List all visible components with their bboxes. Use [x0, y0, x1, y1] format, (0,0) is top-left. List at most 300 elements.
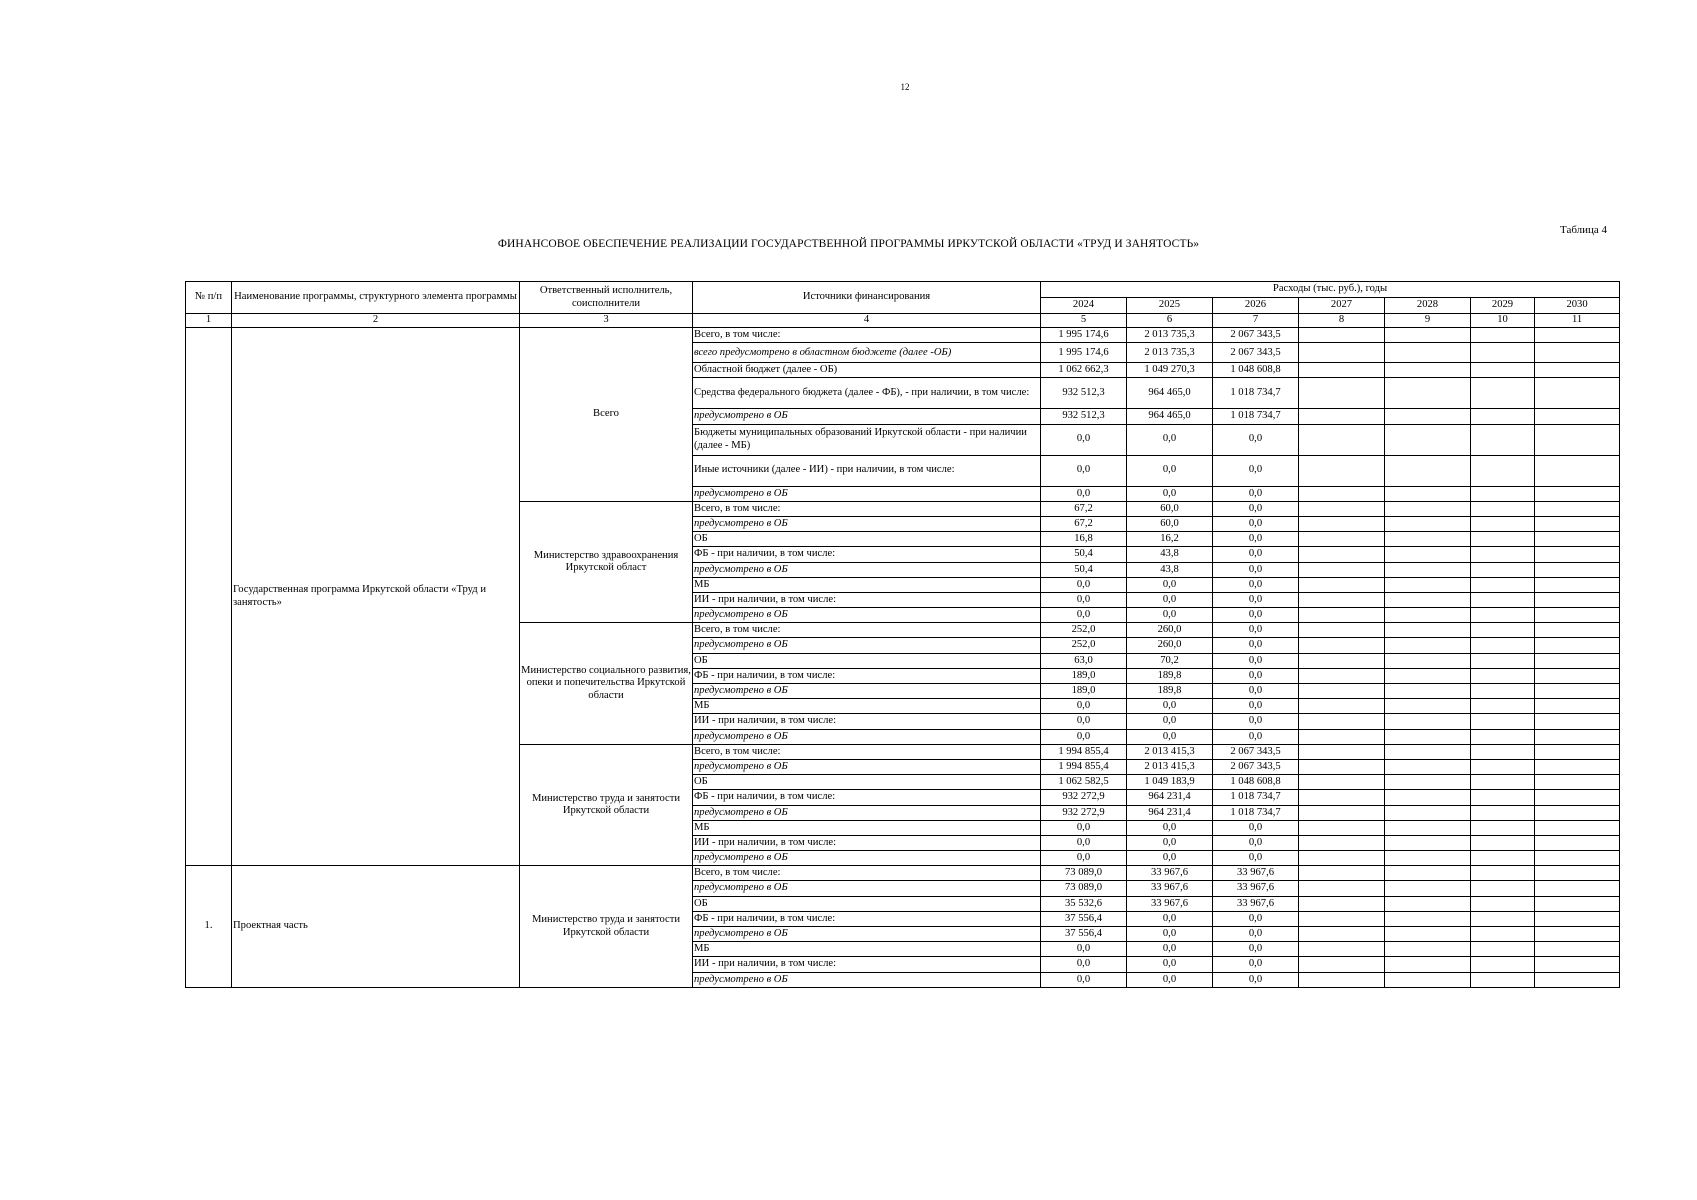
amount-cell [1385, 911, 1471, 926]
funding-source: всего предусмотрено в областном бюджете (далее -ОБ) [693, 343, 1041, 363]
amount-cell [1535, 714, 1620, 729]
amount-cell [1385, 805, 1471, 820]
amount-cell: 63,0 [1041, 653, 1127, 668]
amount-cell: 0,0 [1127, 608, 1213, 623]
column-number: 1 [186, 314, 232, 328]
amount-cell: 0,0 [1213, 638, 1299, 653]
amount-cell: 37 556,4 [1041, 911, 1127, 926]
amount-cell: 2 013 735,3 [1127, 343, 1213, 363]
amount-cell [1471, 957, 1535, 972]
amount-cell: 2 067 343,5 [1213, 328, 1299, 343]
amount-cell [1471, 455, 1535, 486]
header-year: 2027 [1299, 298, 1385, 314]
amount-cell [1535, 911, 1620, 926]
amount-cell [1385, 820, 1471, 835]
amount-cell [1385, 972, 1471, 987]
amount-cell [1535, 424, 1620, 455]
amount-cell [1471, 759, 1535, 774]
amount-cell: 0,0 [1127, 699, 1213, 714]
amount-cell [1535, 638, 1620, 653]
amount-cell: 2 013 735,3 [1127, 328, 1213, 343]
amount-cell: 43,8 [1127, 562, 1213, 577]
amount-cell: 0,0 [1213, 911, 1299, 926]
amount-cell: 0,0 [1213, 577, 1299, 592]
amount-cell: 0,0 [1041, 972, 1127, 987]
amount-cell: 43,8 [1127, 547, 1213, 562]
amount-cell [1535, 684, 1620, 699]
amount-cell: 932 512,3 [1041, 378, 1127, 409]
funding-source: предусмотрено в ОБ [693, 684, 1041, 699]
amount-cell [1299, 501, 1385, 516]
amount-cell [1535, 547, 1620, 562]
amount-cell [1471, 911, 1535, 926]
amount-cell [1299, 328, 1385, 343]
amount-cell [1385, 942, 1471, 957]
amount-cell: 2 013 415,3 [1127, 744, 1213, 759]
executor-name: Министерство здравоохранения Иркутской област [520, 501, 693, 623]
amount-cell: 2 067 343,5 [1213, 343, 1299, 363]
amount-cell: 0,0 [1041, 486, 1127, 501]
amount-cell: 1 018 734,7 [1213, 790, 1299, 805]
amount-cell: 0,0 [1041, 820, 1127, 835]
amount-cell: 1 018 734,7 [1213, 409, 1299, 424]
amount-cell: 0,0 [1127, 486, 1213, 501]
amount-cell [1299, 486, 1385, 501]
amount-cell [1299, 638, 1385, 653]
amount-cell [1299, 547, 1385, 562]
header-year: 2025 [1127, 298, 1213, 314]
amount-cell [1385, 775, 1471, 790]
amount-cell [1385, 363, 1471, 378]
amount-cell: 964 465,0 [1127, 409, 1213, 424]
amount-cell [1471, 378, 1535, 409]
amount-cell: 0,0 [1213, 684, 1299, 699]
amount-cell [1299, 424, 1385, 455]
funding-source: Всего, в том числе: [693, 501, 1041, 516]
amount-cell: 0,0 [1213, 957, 1299, 972]
amount-cell: 0,0 [1041, 699, 1127, 714]
funding-source: ОБ [693, 653, 1041, 668]
funding-source: предусмотрено в ОБ [693, 972, 1041, 987]
amount-cell [1535, 668, 1620, 683]
funding-source: предусмотрено в ОБ [693, 927, 1041, 942]
amount-cell: 0,0 [1213, 714, 1299, 729]
amount-cell [1471, 942, 1535, 957]
amount-cell: 1 049 270,3 [1127, 363, 1213, 378]
amount-cell [1385, 409, 1471, 424]
amount-cell: 0,0 [1213, 532, 1299, 547]
amount-cell [1385, 343, 1471, 363]
funding-source: Иные источники (далее - ИИ) - при наличии, в том числе: [693, 455, 1041, 486]
amount-cell [1471, 608, 1535, 623]
amount-cell [1299, 684, 1385, 699]
funding-source: ФБ - при наличии, в том числе: [693, 668, 1041, 683]
amount-cell: 964 465,0 [1127, 378, 1213, 409]
amount-cell: 1 995 174,6 [1041, 343, 1127, 363]
amount-cell [1471, 343, 1535, 363]
amount-cell: 67,2 [1041, 516, 1127, 531]
amount-cell [1471, 835, 1535, 850]
funding-source: Всего, в том числе: [693, 866, 1041, 881]
amount-cell: 0,0 [1041, 835, 1127, 850]
funding-source: предусмотрено в ОБ [693, 562, 1041, 577]
amount-cell [1471, 927, 1535, 942]
amount-cell [1471, 547, 1535, 562]
amount-cell: 0,0 [1041, 729, 1127, 744]
amount-cell [1471, 501, 1535, 516]
funding-source: предусмотрено в ОБ [693, 638, 1041, 653]
amount-cell [1299, 592, 1385, 607]
amount-cell [1471, 896, 1535, 911]
amount-cell [1471, 653, 1535, 668]
amount-cell [1535, 378, 1620, 409]
amount-cell: 67,2 [1041, 501, 1127, 516]
funding-source: предусмотрено в ОБ [693, 759, 1041, 774]
column-number: 2 [232, 314, 520, 328]
amount-cell: 1 062 662,3 [1041, 363, 1127, 378]
document-title: ФИНАНСОВОЕ ОБЕСПЕЧЕНИЕ РЕАЛИЗАЦИИ ГОСУДАРСТВЕННОЙ ПРОГРАММЫ ИРКУТСКОЙ ОБЛАСТИ «ТРУД И ЗАНЯТОСТЬ» [497, 238, 1200, 250]
header-year: 2030 [1535, 298, 1620, 314]
table-row [186, 866, 1620, 881]
column-number: 7 [1213, 314, 1299, 328]
amount-cell [1385, 653, 1471, 668]
amount-cell [1535, 927, 1620, 942]
amount-cell: 0,0 [1213, 927, 1299, 942]
amount-cell [1535, 957, 1620, 972]
funding-source: МБ [693, 699, 1041, 714]
amount-cell [1535, 896, 1620, 911]
program-name: Проектная часть [232, 866, 520, 988]
amount-cell [1385, 759, 1471, 774]
amount-cell: 0,0 [1041, 714, 1127, 729]
amount-cell: 50,4 [1041, 562, 1127, 577]
amount-cell [1535, 699, 1620, 714]
amount-cell: 33 967,6 [1127, 881, 1213, 896]
amount-cell: 0,0 [1213, 835, 1299, 850]
amount-cell: 33 967,6 [1127, 866, 1213, 881]
header-year: 2026 [1213, 298, 1299, 314]
amount-cell: 0,0 [1127, 942, 1213, 957]
amount-cell [1471, 328, 1535, 343]
amount-cell [1535, 486, 1620, 501]
amount-cell [1299, 851, 1385, 866]
amount-cell: 0,0 [1127, 972, 1213, 987]
amount-cell [1385, 378, 1471, 409]
funding-source: ОБ [693, 532, 1041, 547]
amount-cell: 260,0 [1127, 623, 1213, 638]
amount-cell [1299, 343, 1385, 363]
amount-cell: 0,0 [1213, 562, 1299, 577]
amount-cell: 0,0 [1127, 729, 1213, 744]
amount-cell: 70,2 [1127, 653, 1213, 668]
amount-cell: 73 089,0 [1041, 881, 1127, 896]
amount-cell: 1 995 174,6 [1041, 328, 1127, 343]
amount-cell [1535, 775, 1620, 790]
amount-cell: 964 231,4 [1127, 805, 1213, 820]
funding-source: предусмотрено в ОБ [693, 805, 1041, 820]
amount-cell [1385, 455, 1471, 486]
amount-cell [1471, 638, 1535, 653]
amount-cell: 1 018 734,7 [1213, 805, 1299, 820]
column-number: 8 [1299, 314, 1385, 328]
funding-source: Всего, в том числе: [693, 623, 1041, 638]
amount-cell [1471, 363, 1535, 378]
amount-cell [1535, 532, 1620, 547]
amount-cell [1385, 684, 1471, 699]
amount-cell [1299, 608, 1385, 623]
funding-source: Всего, в том числе: [693, 744, 1041, 759]
amount-cell [1471, 820, 1535, 835]
amount-cell [1471, 729, 1535, 744]
amount-cell [1299, 881, 1385, 896]
amount-cell: 0,0 [1127, 714, 1213, 729]
amount-cell [1385, 486, 1471, 501]
amount-cell [1385, 866, 1471, 881]
funding-source: ФБ - при наличии, в том числе: [693, 790, 1041, 805]
amount-cell [1385, 744, 1471, 759]
executor-name: Министерство труда и занятости Иркутской области [520, 744, 693, 866]
amount-cell [1299, 927, 1385, 942]
amount-cell: 33 967,6 [1213, 866, 1299, 881]
amount-cell: 0,0 [1041, 608, 1127, 623]
amount-cell: 0,0 [1213, 608, 1299, 623]
amount-cell [1471, 577, 1535, 592]
amount-cell: 932 512,3 [1041, 409, 1127, 424]
amount-cell [1299, 866, 1385, 881]
amount-cell [1471, 851, 1535, 866]
amount-cell [1385, 638, 1471, 653]
amount-cell: 260,0 [1127, 638, 1213, 653]
column-number: 11 [1535, 314, 1620, 328]
amount-cell: 0,0 [1041, 957, 1127, 972]
amount-cell [1385, 592, 1471, 607]
funding-source: ИИ - при наличии, в том числе: [693, 714, 1041, 729]
amount-cell: 50,4 [1041, 547, 1127, 562]
amount-cell [1471, 972, 1535, 987]
amount-cell [1535, 409, 1620, 424]
amount-cell: 189,0 [1041, 684, 1127, 699]
amount-cell: 0,0 [1213, 623, 1299, 638]
amount-cell [1535, 972, 1620, 987]
amount-cell [1299, 942, 1385, 957]
amount-cell: 2 067 343,5 [1213, 744, 1299, 759]
amount-cell: 0,0 [1213, 516, 1299, 531]
amount-cell: 1 048 608,8 [1213, 363, 1299, 378]
amount-cell: 189,0 [1041, 668, 1127, 683]
amount-cell [1299, 820, 1385, 835]
amount-cell [1535, 455, 1620, 486]
table-body [186, 328, 1620, 988]
amount-cell: 0,0 [1127, 835, 1213, 850]
executor-name: Всего [520, 328, 693, 502]
funding-source: предусмотрено в ОБ [693, 729, 1041, 744]
amount-cell [1385, 668, 1471, 683]
amount-cell [1299, 835, 1385, 850]
amount-cell: 0,0 [1041, 424, 1127, 455]
amount-cell [1299, 896, 1385, 911]
funding-source: предусмотрено в ОБ [693, 881, 1041, 896]
amount-cell [1471, 486, 1535, 501]
header-sources: Источники финансирования [693, 282, 1041, 314]
amount-cell [1299, 532, 1385, 547]
amount-cell [1471, 516, 1535, 531]
amount-cell: 0,0 [1127, 577, 1213, 592]
amount-cell: 0,0 [1127, 820, 1213, 835]
amount-cell: 0,0 [1127, 592, 1213, 607]
amount-cell [1535, 729, 1620, 744]
amount-cell [1535, 759, 1620, 774]
header-program-name: Наименование программы, структурного элемента программы [232, 282, 520, 314]
amount-cell [1535, 805, 1620, 820]
column-number: 10 [1471, 314, 1535, 328]
header-year: 2029 [1471, 298, 1535, 314]
amount-cell: 932 272,9 [1041, 805, 1127, 820]
amount-cell [1471, 714, 1535, 729]
amount-cell: 0,0 [1213, 972, 1299, 987]
amount-cell [1299, 378, 1385, 409]
amount-cell [1535, 363, 1620, 378]
amount-cell [1299, 409, 1385, 424]
amount-cell [1385, 328, 1471, 343]
amount-cell [1535, 577, 1620, 592]
funding-source: МБ [693, 942, 1041, 957]
amount-cell [1299, 911, 1385, 926]
funding-source: ФБ - при наличии, в том числе: [693, 911, 1041, 926]
funding-source: предусмотрено в ОБ [693, 516, 1041, 531]
amount-cell [1299, 972, 1385, 987]
amount-cell [1299, 562, 1385, 577]
executor-name: Министерство труда и занятости Иркутской области [520, 866, 693, 988]
amount-cell [1299, 623, 1385, 638]
amount-cell: 0,0 [1127, 455, 1213, 486]
funding-source: Средства федерального бюджета (далее - ФБ), - при наличии, в том числе: [693, 378, 1041, 409]
funding-source: ОБ [693, 896, 1041, 911]
table-row [186, 328, 1620, 343]
amount-cell [1535, 592, 1620, 607]
amount-cell [1471, 684, 1535, 699]
amount-cell: 0,0 [1127, 927, 1213, 942]
row-index: 1. [186, 866, 232, 988]
funding-source: предусмотрено в ОБ [693, 486, 1041, 501]
amount-cell [1385, 896, 1471, 911]
amount-cell [1535, 653, 1620, 668]
amount-cell: 0,0 [1213, 455, 1299, 486]
amount-cell: 964 231,4 [1127, 790, 1213, 805]
amount-cell: 0,0 [1213, 486, 1299, 501]
amount-cell [1471, 424, 1535, 455]
funding-source: предусмотрено в ОБ [693, 851, 1041, 866]
amount-cell: 35 532,6 [1041, 896, 1127, 911]
amount-cell [1385, 577, 1471, 592]
amount-cell [1385, 424, 1471, 455]
amount-cell [1535, 328, 1620, 343]
header-executor: Ответственный исполнитель, соисполнители [520, 282, 693, 314]
amount-cell: 16,2 [1127, 532, 1213, 547]
amount-cell [1385, 790, 1471, 805]
amount-cell: 252,0 [1041, 638, 1127, 653]
amount-cell: 0,0 [1127, 957, 1213, 972]
funding-source: ИИ - при наличии, в том числе: [693, 957, 1041, 972]
amount-cell [1385, 729, 1471, 744]
amount-cell: 33 967,6 [1127, 896, 1213, 911]
amount-cell: 2 013 415,3 [1127, 759, 1213, 774]
amount-cell [1535, 942, 1620, 957]
amount-cell [1299, 729, 1385, 744]
amount-cell: 0,0 [1041, 577, 1127, 592]
amount-cell [1385, 623, 1471, 638]
amount-cell [1385, 516, 1471, 531]
amount-cell [1385, 532, 1471, 547]
amount-cell [1535, 501, 1620, 516]
amount-cell [1299, 363, 1385, 378]
amount-cell: 1 994 855,4 [1041, 759, 1127, 774]
amount-cell: 60,0 [1127, 516, 1213, 531]
column-number: 5 [1041, 314, 1127, 328]
amount-cell [1299, 714, 1385, 729]
funding-source: ИИ - при наличии, в том числе: [693, 592, 1041, 607]
amount-cell: 0,0 [1127, 851, 1213, 866]
amount-cell [1385, 957, 1471, 972]
amount-cell: 0,0 [1041, 455, 1127, 486]
amount-cell: 0,0 [1213, 699, 1299, 714]
amount-cell [1471, 775, 1535, 790]
amount-cell [1471, 668, 1535, 683]
row-index [186, 328, 232, 866]
amount-cell [1385, 699, 1471, 714]
amount-cell [1299, 790, 1385, 805]
amount-cell [1299, 957, 1385, 972]
funding-source: МБ [693, 820, 1041, 835]
amount-cell: 73 089,0 [1041, 866, 1127, 881]
amount-cell [1535, 608, 1620, 623]
amount-cell [1535, 744, 1620, 759]
amount-cell [1299, 455, 1385, 486]
header-expenses: Расходы (тыс. руб.), годы [1041, 282, 1620, 298]
funding-source: ИИ - при наличии, в том числе: [693, 835, 1041, 850]
amount-cell [1385, 562, 1471, 577]
amount-cell: 0,0 [1213, 729, 1299, 744]
page-number: 12 [900, 82, 910, 92]
amount-cell [1385, 881, 1471, 896]
amount-cell [1299, 699, 1385, 714]
amount-cell [1299, 759, 1385, 774]
amount-cell: 33 967,6 [1213, 881, 1299, 896]
amount-cell [1299, 744, 1385, 759]
amount-cell [1385, 851, 1471, 866]
amount-cell [1535, 820, 1620, 835]
amount-cell [1385, 927, 1471, 942]
amount-cell: 0,0 [1041, 942, 1127, 957]
header-num: № п/п [186, 282, 232, 314]
amount-cell [1299, 516, 1385, 531]
amount-cell [1471, 562, 1535, 577]
amount-cell: 0,0 [1127, 911, 1213, 926]
funding-source: Областной бюджет (далее - ОБ) [693, 363, 1041, 378]
funding-source: Всего, в том числе: [693, 328, 1041, 343]
column-numbers-row [186, 314, 1620, 328]
amount-cell: 0,0 [1041, 592, 1127, 607]
amount-cell: 0,0 [1213, 820, 1299, 835]
header-year: 2024 [1041, 298, 1127, 314]
amount-cell: 16,8 [1041, 532, 1127, 547]
amount-cell [1471, 699, 1535, 714]
column-number: 3 [520, 314, 693, 328]
amount-cell [1299, 805, 1385, 820]
amount-cell: 0,0 [1213, 547, 1299, 562]
funding-source: МБ [693, 577, 1041, 592]
amount-cell [1535, 516, 1620, 531]
amount-cell: 2 067 343,5 [1213, 759, 1299, 774]
